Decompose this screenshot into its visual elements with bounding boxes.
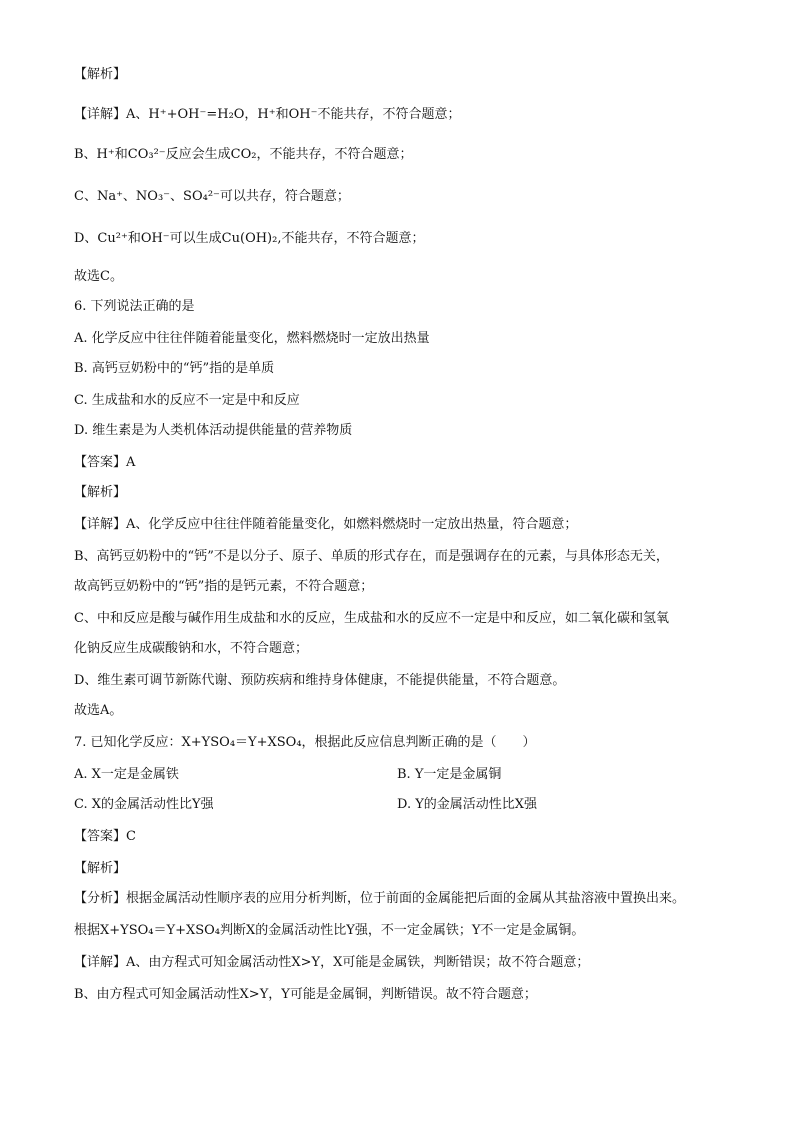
text-line: 【详解】A、H⁺+OH⁻=H₂O，H⁺和OH⁻不能共存，不符合题意； <box>74 107 461 122</box>
text-line: A. X一定是金属铁 <box>74 767 179 782</box>
text-line: 故选A。 <box>74 703 123 718</box>
text-line: C. 生成盐和水的反应不一定是中和反应 <box>74 393 300 408</box>
text-line: 故选C。 <box>74 269 123 284</box>
text-line: D、维生素可调节新陈代谢、预防疾病和维持身体健康，不能提供能量，不符合题意。 <box>74 673 566 688</box>
text-line: C、中和反应是酸与碱作用生成盐和水的反应，生成盐和水的反应不一定是中和反应，如二氧化碳和氢氧 <box>74 611 669 626</box>
text-line: 【答案】C <box>74 829 136 844</box>
text-line: 根据X+YSO₄＝Y+XSO₄判断X的金属活动性比Y强，不一定金属铁；Y不一定是金属铜。 <box>74 923 585 938</box>
text-line: 【解析】 <box>74 861 127 876</box>
text-line: 故高钙豆奶粉中的“钙”指的是钙元素，不符合题意； <box>74 579 374 594</box>
text-line: 【解析】 <box>74 485 127 500</box>
text-line: D、Cu²⁺和OH⁻可以生成Cu(OH)₂,不能共存，不符合题意； <box>74 231 425 246</box>
text-line: 【详解】A、由方程式可知金属活动性X>Y，X可能是金属铁，判断错误；故不符合题意； <box>74 955 590 970</box>
option-right: D. Y的金属活动性比X强 <box>397 797 538 812</box>
text-line: C、Na⁺、NO₃⁻、SO₄²⁻可以共存，符合题意； <box>74 189 350 204</box>
text-line: 【答案】A <box>74 455 136 470</box>
option-right: B. Y一定是金属铜 <box>397 767 502 782</box>
text-line: 【分析】根据金属活动性顺序表的应用分析判断，位于前面的金属能把后面的金属从其盐溶液中置换出来。 <box>74 891 686 906</box>
text-line: B. 高钙豆奶粉中的“钙”指的是单质 <box>74 361 275 376</box>
text-line: 7. 已知化学反应：X+YSO₄＝Y+XSO₄，根据此反应信息判断正确的是（ ） <box>74 735 536 750</box>
text-line: A. 化学反应中往往伴随着能量变化，燃料燃烧时一定放出热量 <box>74 331 430 346</box>
text-line: C. X的金属活动性比Y强 <box>74 797 214 812</box>
text-line: B、H⁺和CO₃²⁻反应会生成CO₂，不能共存，不符合题意； <box>74 147 413 162</box>
text-line: B、由方程式可知金属活动性X>Y，Y可能是金属铜，判断错误。故不符合题意； <box>74 987 537 1002</box>
text-line: 【解析】 <box>74 67 127 82</box>
text-line: 【详解】A、化学反应中往往伴随着能量变化，如燃料燃烧时一定放出热量，符合题意； <box>74 517 578 532</box>
text-line: D. 维生素是为人类机体活动提供能量的营养物质 <box>74 423 353 438</box>
text-line: 6. 下列说法正确的是 <box>74 299 195 314</box>
text-line: B、高钙豆奶粉中的“钙”不是以分子、原子、单质的形式存在，而是强调存在的元素，与具体形态无关， <box>74 549 669 564</box>
text-line: 化钠反应生成碳酸钠和水，不符合题意； <box>74 641 309 656</box>
